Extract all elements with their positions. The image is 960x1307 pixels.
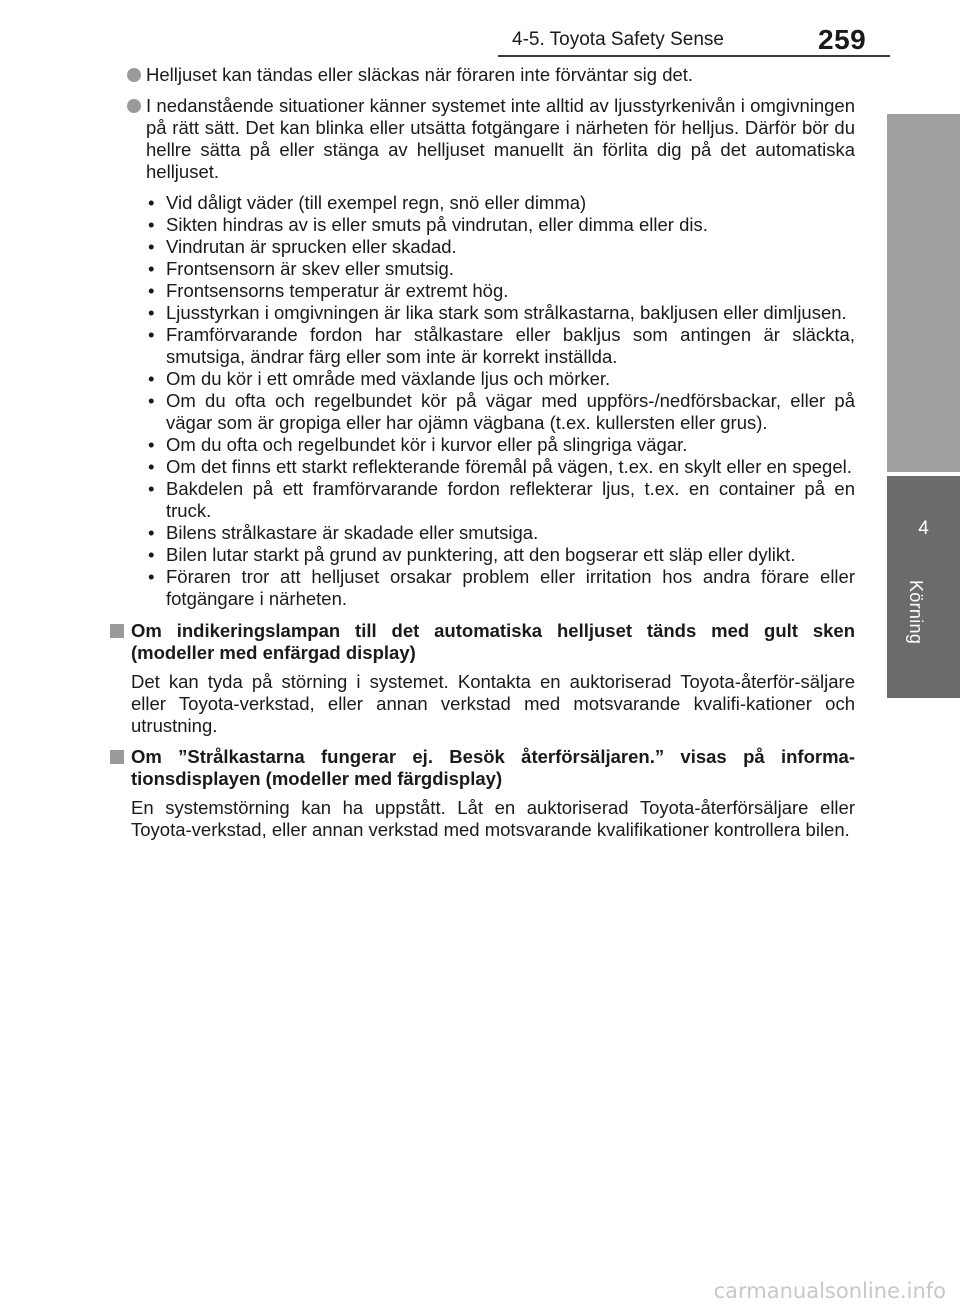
section-text: En systemstörning kan ha uppstått. Låt en auktoriserad Toyota-återförsäljare eller Toyota-verkstad, eller annan verkstad med motsvarande kvalifikationer kontrollera bilen.	[131, 797, 855, 840]
square-bullet-icon	[110, 624, 124, 638]
dot-bullet-icon: •	[148, 434, 155, 455]
section-heading: Om indikeringslampan till det automatiska helljuset tänds med gult sken (modeller med enfärgad display)	[131, 620, 855, 663]
chapter-tab	[887, 476, 960, 698]
page-content	[108, 64, 855, 850]
list-item: • Om du ofta och regelbundet kör på vägar med uppförs-/nedförsbackar, eller på vägar som är gropiga eller har ojämn vägbana (t.ex. kullersten eller grus).	[148, 390, 855, 433]
dot-bullet-icon: •	[148, 236, 155, 257]
bullet-item	[108, 64, 855, 86]
dot-bullet-icon: •	[148, 566, 155, 587]
list-item: • Frontsensorns temperatur är extremt hög.	[148, 280, 509, 301]
info-section	[108, 620, 855, 737]
watermark: carmanualsonline.info	[713, 1279, 946, 1303]
section-title: 4-5. Toyota Safety Sense	[512, 29, 724, 50]
dot-bullet-icon: •	[148, 456, 155, 477]
dot-bullet-icon: •	[148, 544, 155, 565]
list-item: • Frontsensorn är skev eller smutsig.	[148, 258, 454, 279]
dot-bullet-icon: •	[148, 214, 155, 235]
list-item: • Sikten hindras av is eller smuts på vindrutan, eller dimma eller dis.	[148, 214, 708, 235]
page-number: 259	[818, 24, 867, 55]
bullet-text: Helljuset kan tändas eller släckas när föraren inte förväntar sig det.	[146, 64, 694, 85]
dot-bullet-icon: •	[148, 478, 155, 499]
list-item: • Föraren tror att helljuset orsakar problem eller irritation hos andra förare eller fotgängare i närheten.	[148, 566, 855, 609]
list-item: • Vindrutan är sprucken eller skadad.	[148, 236, 457, 257]
list-item: • Vid dåligt väder (till exempel regn, snö eller dimma)	[148, 192, 587, 213]
section-heading: Om ”Strålkastarna fungerar ej. Besök återförsäljaren.” visas på informa-tionsdisplayen (modeller med färgdisplay)	[131, 746, 855, 789]
dot-bullet-icon: •	[148, 302, 155, 323]
chapter-title: Körning	[906, 580, 926, 645]
circle-bullet-icon	[127, 68, 141, 82]
bullet-item	[108, 95, 855, 183]
dot-bullet-icon: •	[148, 368, 155, 389]
circle-bullet-icon	[127, 99, 141, 113]
info-section	[108, 746, 855, 841]
list-item: • Bilen lutar starkt på grund av punktering, att den bogserar ett släp eller dylikt.	[148, 544, 796, 565]
dot-bullet-icon: •	[148, 280, 155, 301]
list-item: • Framförvarande fordon har stålkastare eller bakljus som antingen är släckta, smutsiga, ändrar färg eller som inte är korrekt inställda.	[148, 324, 855, 367]
list-item: • Om det finns ett starkt reflekterande föremål på vägen, t.ex. en skylt eller en spegel.	[148, 456, 852, 477]
list-item: • Bakdelen på ett framförvarande fordon reflekterar ljus, t.ex. en container på en truck.	[148, 478, 855, 521]
list-item: • Om du kör i ett område med växlande ljus och mörker.	[148, 368, 611, 389]
list-item: • Om du ofta och regelbundet kör i kurvor eller på slingriga vägar.	[148, 434, 688, 455]
list-item: • Bilens strålkastare är skadade eller smutsiga.	[148, 522, 539, 543]
page-header	[0, 0, 960, 60]
situations-list	[146, 192, 855, 610]
bullet-text: I nedanstående situationer känner systemet inte alltid av ljusstyrkenivån i omgivningen på rätt sätt. Det kan blinka eller utsätta fotgängare i närheten för helljus. Därför bör du hellre sätta på eller stänga av helljuset manuellt än förlita dig på det automatiska helljuset.	[146, 95, 855, 182]
chapter-number: 4	[918, 518, 929, 539]
square-bullet-icon	[110, 750, 124, 764]
dot-bullet-icon: •	[148, 258, 155, 279]
section-text: Det kan tyda på störning i systemet. Kontakta en auktoriserad Toyota-återför-säljare eller Toyota-verkstad, eller annan verkstad med motsvarande kvalifi-kationer och utrustning.	[131, 671, 855, 736]
header-divider	[498, 55, 890, 57]
dot-bullet-icon: •	[148, 192, 155, 213]
dot-bullet-icon: •	[148, 390, 155, 411]
side-tab-upper	[887, 114, 960, 472]
list-item: • Ljusstyrkan i omgivningen är lika stark som strålkastarna, bakljusen eller dimljusen.	[148, 302, 847, 323]
dot-bullet-icon: •	[148, 522, 155, 543]
dot-bullet-icon: •	[148, 324, 155, 345]
